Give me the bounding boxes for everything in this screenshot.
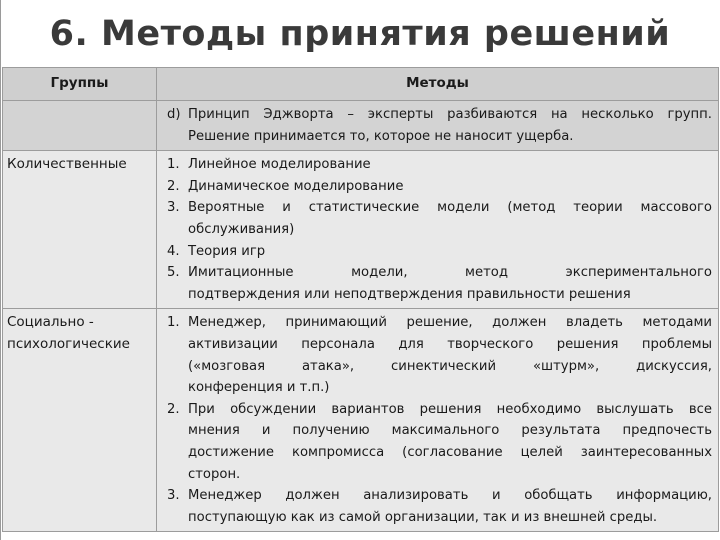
item-line: сторон. [188, 466, 241, 482]
item-line: При обсуждении вариантов решения необходимо выслушать все [188, 401, 712, 417]
item-number: 3. [167, 200, 180, 216]
methods-cell [157, 151, 719, 309]
item-text [188, 399, 712, 485]
method-item [161, 399, 712, 485]
item-number: 1. [167, 315, 180, 331]
method-item [161, 154, 712, 176]
item-line: Менеджер должен анализировать и обобщать информацию, [188, 488, 712, 504]
item-number: 2. [167, 401, 180, 417]
table-body [3, 101, 719, 532]
method-item [161, 197, 712, 240]
item-line: конференция и т.п.) [188, 380, 330, 396]
table-row [3, 309, 719, 532]
group-cell: Социально - психологические [3, 309, 157, 532]
method-item [161, 262, 712, 305]
item-line: Линейное моделирование [188, 157, 371, 173]
item-text [188, 197, 712, 240]
item-line: Принцип Эджворта – эксперты разбиваются на несколько групп. [188, 107, 712, 122]
item-text [188, 262, 712, 305]
item-line: достижение компромисса (согласование целей заинтересованных [188, 444, 712, 460]
item-text [188, 154, 712, 176]
item-line: Менеджер, принимающий решение, должен владеть методами [188, 315, 712, 331]
item-number: 1. [167, 157, 180, 173]
group-cell: Количественные [3, 151, 157, 309]
item-text [188, 176, 712, 198]
item-line: Вероятные и статистические модели (метод теории массового [188, 200, 712, 216]
item-line: («мозговая атака», синектический «штурм», дискуссия, [188, 358, 712, 374]
method-item [161, 485, 712, 528]
header-methods: Методы [157, 68, 719, 101]
table-row [3, 101, 719, 151]
item-number: 2. [167, 178, 180, 194]
method-item [161, 104, 712, 147]
item-text [188, 312, 712, 398]
table-row [3, 151, 719, 309]
item-line: Динамическое моделирование [188, 178, 404, 194]
item-text [188, 241, 712, 263]
item-line: Имитационные модели, метод экспериментального [188, 265, 712, 281]
item-line: мнения и получению максимального результата предпочесть [188, 423, 712, 439]
item-number: 4. [167, 243, 180, 259]
item-number: 3. [167, 488, 180, 504]
item-line: подтверждения или неподтверждения правильности решения [188, 286, 631, 302]
methods-cell [157, 101, 719, 151]
item-line: Решение принимается то, которое не наносит ущерба. [188, 128, 574, 144]
item-line: Теория игр [188, 243, 266, 259]
item-line: обслуживания) [188, 221, 295, 237]
method-item [161, 176, 712, 198]
item-text [188, 485, 712, 528]
method-item [161, 312, 712, 398]
method-item [161, 241, 712, 263]
item-line: поступающую как из самой организации, так и из внешней среды. [188, 509, 658, 525]
header-groups: Группы [3, 68, 157, 101]
item-line: активизации персонала для творческого решения проблемы [188, 336, 712, 352]
page-title: 6. Методы принятия решений [49, 14, 671, 54]
methods-table [2, 67, 719, 532]
item-text [188, 104, 712, 147]
table-header-row [3, 68, 719, 101]
item-number: 5. [167, 265, 180, 281]
methods-cell [157, 309, 719, 532]
item-number: d) [167, 107, 181, 122]
group-cell [3, 101, 157, 151]
